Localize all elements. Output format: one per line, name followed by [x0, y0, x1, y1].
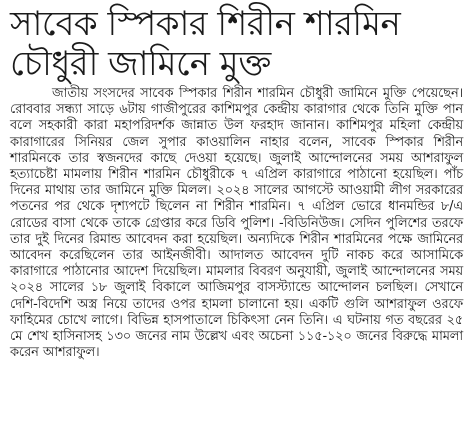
headline-line-2: চৌধুরী জামিনে মুক্ত	[10, 44, 271, 84]
headline	[10, 4, 463, 84]
article-body: জাতীয় সংসদের সাবেক স্পিকার শিরীন শারমিন চৌধুরী জামিনে মুক্তি পেয়েছেন। রোববার সন্ধ্যা সাড়ে ৬টায় গাজীপুরের কাশিমপুর কেন্দ্রীয় কারাগার থেকে তিনি মুক্তি পান বলে সহকারী কারা মহাপরিদর্শক জান্নাত উল ফরহাদ জানান। কাশিমপুর মহিলা কেন্দ্রীয় কারাগারের সিনিয়র জেল সুপার কাওয়ালিন নাহার বলেন, সাবেক স্পিকার শিরীন শারমিনকে তার স্বজনদের কাছে দেওয়া হয়েছে। জুলাই আন্দোলনের সময় আশরাফুল হত্যাচেষ্টা মামলায় শিরীন শারমিন চৌধুরীকে ৭ এপ্রিল কারাগারে পাঠানো হয়েছিল। পাঁচ দিনের মাথায় তার জামিনে মুক্তি মিলল। ২০২৪ সালের আগস্টে আওয়ামী লীগ সরকারের পতনের পর থেকে দৃশ্যপটে ছিলেন না শিরীন শারমিন। ৭ এপ্রিল ভোরে ধানমন্ডির ৮/এ রোডের বাসা থেকে তাকে গ্রেপ্তার করে ডিবি পুলিশ। -বিডিনিউজ। সেদিন পুলিশের তরফে তার দুই দিনের রিমান্ড আবেদন করা হয়েছিল। অন্যদিকে শিরীন শারমিনের পক্ষে জামিনের আবেদন করেছিলেন তার আইনজীবী। আদালত আবেদন দুটি নাকচ করে আসামিকে কারাগারে পাঠানোর আদেশ দিয়েছিল। মামলার বিবরণ অনুযায়ী, জুলাই আন্দোলনের সময় ২০২৪ সালের ১৮ জুলাই বিকালে আজিমপুর বাসস্ট্যান্ডে আন্দোলন চলছিল। সেখানে দেশি-বিদেশি অস্ত্র নিয়ে তাদের ওপর হামলা চালানো হয়। একটি গুলি আশরাফুল ওরফে ফাহিমের চোখে লাগে। বিভিন্ন হাসপাতালে চিকিৎসা নেন তিনি। এ ঘটনায় গত বছরের ২৫ মে শেখ হাসিনাসহ ১৩০ জনের নাম উল্লেখ এবং অচেনা ১১৫-১২০ জনের বিরুদ্ধে মামলা করেন আশরাফুল।	[10, 86, 463, 361]
headline-line-1: সাবেক স্পিকার শিরীন শারমিন	[10, 4, 401, 44]
